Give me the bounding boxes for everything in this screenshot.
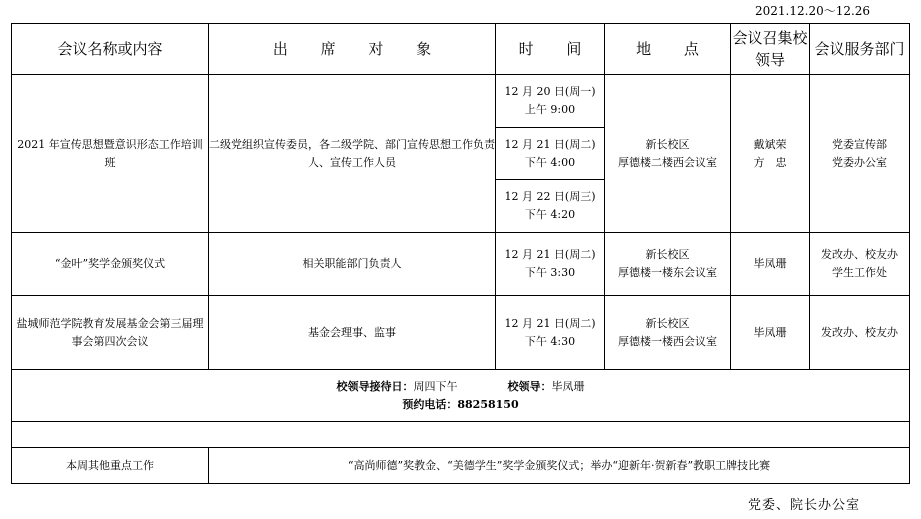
empty-cell xyxy=(12,422,910,448)
header-row xyxy=(12,24,910,75)
meeting-time: 12 月 22 日(周三) 下午 4:20 xyxy=(496,180,605,233)
reception-leader-label: 校领导： xyxy=(507,379,552,393)
meeting-schedule-table xyxy=(11,23,910,484)
meeting-leader: 毕凤珊 xyxy=(731,233,810,296)
meeting-name: “金叶”奖学金颁奖仪式 xyxy=(12,233,209,296)
meeting-leader: 戴斌荣 方 忠 xyxy=(731,75,810,233)
meeting-name: 2021 年宣传思想暨意识形态工作培训班 xyxy=(12,75,209,233)
table-row xyxy=(12,233,910,296)
meeting-name: 盐城师范学院教育发展基金会第三届理事会第四次会议 xyxy=(12,296,209,370)
meeting-service: 发改办、校友办 学生工作处 xyxy=(810,233,910,296)
meeting-time: 12 月 21 日(周二) 下午 4:00 xyxy=(496,128,605,180)
reception-leader-value: 毕凤珊 xyxy=(551,379,585,393)
reception-info xyxy=(12,370,910,422)
meeting-attendees: 二级党组织宣传委员，各二级学院、部门宣传思想工作负责人、宣传工作人员 xyxy=(209,75,496,233)
meeting-service: 党委宣传部 党委办公室 xyxy=(810,75,910,233)
meeting-attendees: 基金会理事、监事 xyxy=(209,296,496,370)
reception-phone-label: 预约电话： xyxy=(402,397,458,411)
footer-office: 党委、院长办公室 xyxy=(748,498,861,513)
meeting-place: 新长校区 厚德楼一楼西会议室 xyxy=(605,296,731,370)
reception-row xyxy=(12,370,910,422)
meeting-service: 发改办、校友办 xyxy=(810,296,910,370)
meeting-leader: 毕凤珊 xyxy=(731,296,810,370)
reception-day-value: 周四下午 xyxy=(413,379,458,393)
empty-row xyxy=(12,422,910,448)
table-row xyxy=(12,75,910,128)
header-attendees: 出 席 对 象 xyxy=(209,24,496,75)
meeting-place: 新长校区 厚德楼二楼西会议室 xyxy=(605,75,731,233)
header-name: 会议名称或内容 xyxy=(12,24,209,75)
header-leader: 会议召集校领导 xyxy=(731,24,810,75)
reception-phone-value: 88258150 xyxy=(457,397,519,411)
header-service: 会议服务部门 xyxy=(810,24,910,75)
other-work-row xyxy=(12,448,910,484)
meeting-time: 12 月 21 日(周二) 下午 3:30 xyxy=(496,233,605,296)
meeting-attendees: 相关职能部门负责人 xyxy=(209,233,496,296)
other-work-label: 本周其他重点工作 xyxy=(12,448,209,484)
date-range: 2021.12.20～12.26 xyxy=(755,4,871,18)
meeting-time: 12 月 21 日(周二) 下午 4:30 xyxy=(496,296,605,370)
meeting-time: 12 月 20 日(周一) 上午 9:00 xyxy=(496,75,605,128)
meeting-place: 新长校区 厚德楼一楼东会议室 xyxy=(605,233,731,296)
reception-day-label: 校领导接待日： xyxy=(336,379,414,393)
table-row xyxy=(12,296,910,370)
header-time: 时 间 xyxy=(496,24,605,75)
header-place: 地 点 xyxy=(605,24,731,75)
other-work-text: “高尚师德”奖教金、“美德学生”奖学金颁奖仪式；举办“迎新年·贺新春”教职工牌技比赛 xyxy=(209,448,910,484)
